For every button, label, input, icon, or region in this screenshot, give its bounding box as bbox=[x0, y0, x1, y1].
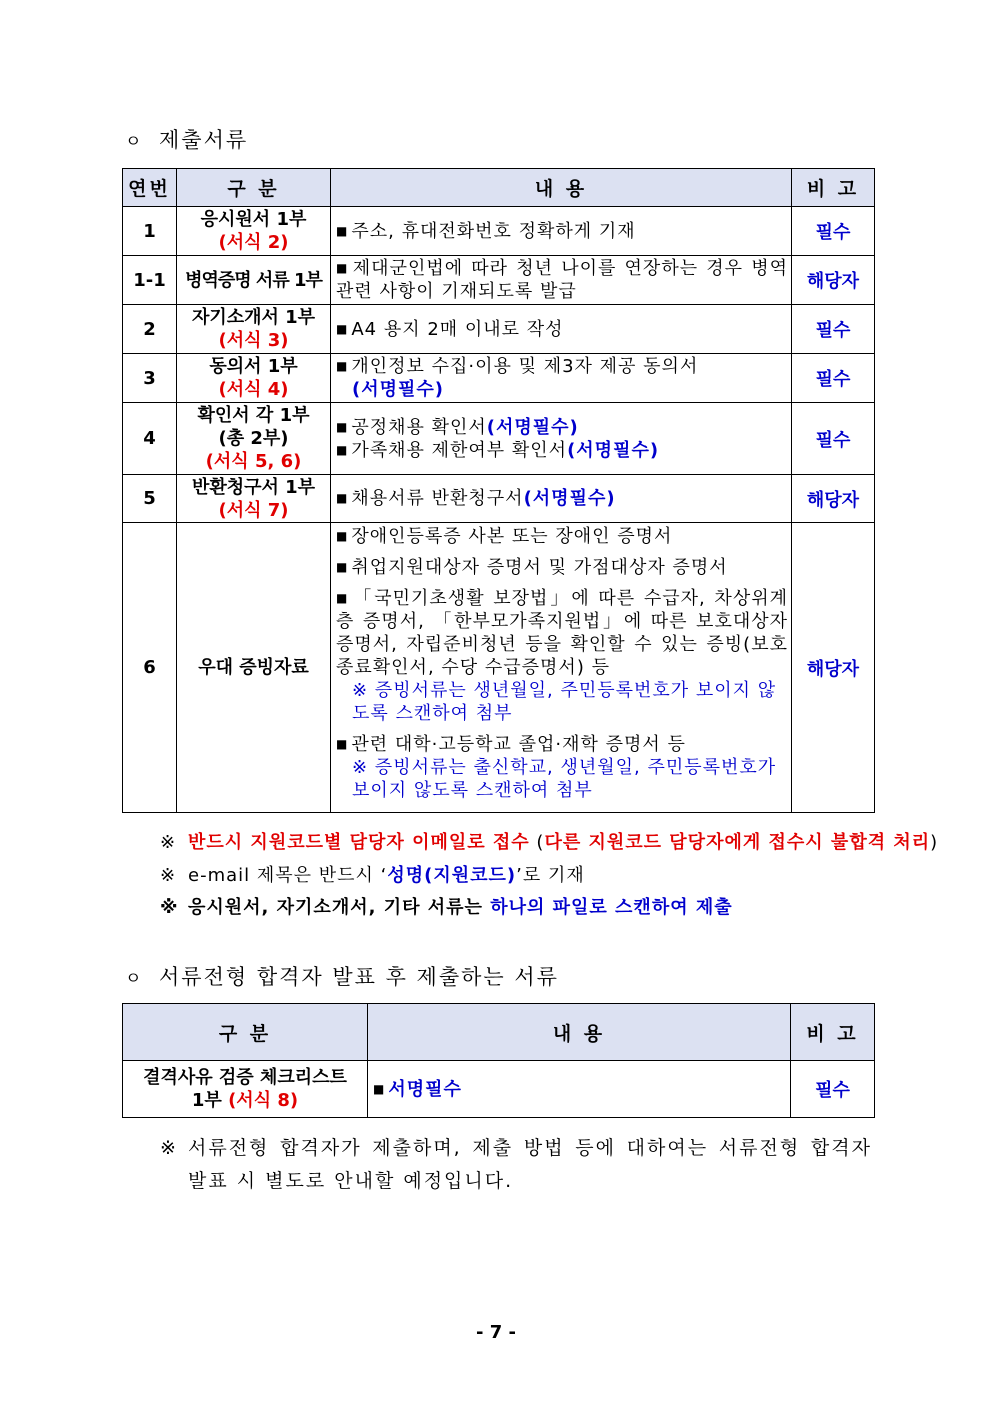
square-bullet-icon: ■ bbox=[373, 1081, 386, 1096]
content-text: 장애인등록증 사본 또는 장애인 증명서 bbox=[351, 526, 673, 547]
row-category bbox=[177, 207, 331, 256]
content-text: 가족채용 제한여부 확인서 bbox=[351, 439, 568, 461]
content-text: 제대군인법에 따라 청년 나이를 연장하는 경우 병역 관련 사항이 기재되도록 발급 bbox=[336, 258, 788, 302]
row-category bbox=[177, 403, 331, 475]
row-content bbox=[331, 207, 792, 256]
row-content bbox=[331, 256, 792, 305]
row-note: 해당자 bbox=[792, 475, 875, 523]
row-content bbox=[331, 403, 792, 475]
final-notice-text: 서류전형 합격자가 제출하며, 제출 방법 등에 대하여는 서류전형 합격자 발표 시 별도로 안내할 예정입니다. bbox=[188, 1137, 872, 1192]
final-notice bbox=[160, 1132, 872, 1198]
scan-notice: ※ 증빙서류는 출신학교, 생년월일, 주민등록번호가 보이지 않도록 스캔하여 첨부 bbox=[352, 757, 777, 801]
signature-required: (서명필수) bbox=[352, 379, 445, 400]
table-row bbox=[123, 523, 875, 813]
page-number: - 7 - bbox=[476, 1322, 516, 1343]
category-label: 반환청구서 1부 bbox=[191, 476, 316, 498]
table-row bbox=[123, 403, 875, 475]
content-text: 채용서류 반환청구서 bbox=[351, 488, 524, 509]
square-bullet-icon: ■ bbox=[336, 261, 350, 275]
table-header-row bbox=[123, 1004, 875, 1061]
category-label: 자기소개서 1부 bbox=[191, 307, 316, 328]
table-row bbox=[123, 354, 875, 403]
notice-emphasis: 하나의 파일로 스캔하여 제출 bbox=[490, 897, 733, 918]
header-content: 내 용 bbox=[368, 1004, 791, 1061]
signature-required: 서명필수 bbox=[388, 1078, 462, 1100]
row-number: 3 bbox=[123, 354, 177, 403]
section-heading-submission bbox=[125, 124, 248, 154]
section-heading-after-screening bbox=[125, 961, 559, 991]
square-bullet-icon: ■ bbox=[336, 419, 349, 434]
notice-line bbox=[160, 861, 585, 887]
notice-emphasis: 다른 지원코드 담당자에게 접수시 불합격 처리 bbox=[544, 832, 931, 853]
reference-mark-icon: ※ bbox=[160, 865, 177, 886]
notice-emphasis: 반드시 지원코드별 담당자 이메일로 접수 bbox=[188, 832, 530, 853]
notice-paren: ) bbox=[930, 832, 939, 853]
form-reference: (서식 4) bbox=[218, 379, 289, 400]
section-title: 제출서류 bbox=[159, 128, 249, 152]
content-text: A4 용지 2매 이내로 작성 bbox=[351, 318, 564, 340]
row-category bbox=[177, 475, 331, 523]
notice-text: ’로 기재 bbox=[516, 865, 585, 886]
form-reference: (서식 2) bbox=[218, 232, 289, 253]
square-bullet-icon: ■ bbox=[336, 591, 351, 605]
reference-mark-icon: ※ bbox=[160, 832, 177, 853]
category-label: 동의서 1부 bbox=[209, 356, 298, 377]
row-content bbox=[331, 523, 792, 813]
row-category bbox=[177, 354, 331, 403]
header-content: 내 용 bbox=[331, 169, 792, 207]
notice-line bbox=[160, 828, 938, 854]
row-note: 필수 bbox=[792, 207, 875, 256]
content-text: 관련 대학·고등학교 졸업·재학 증명서 등 bbox=[351, 734, 686, 755]
row-number: 1 bbox=[123, 207, 177, 256]
row-number: 2 bbox=[123, 305, 177, 354]
notice-paren: ( bbox=[536, 832, 545, 853]
row-note: 해당자 bbox=[792, 256, 875, 305]
row-note: 필수 bbox=[792, 403, 875, 475]
square-bullet-icon: ■ bbox=[336, 737, 349, 751]
circle-bullet-icon: ㅇ bbox=[125, 969, 144, 989]
row-number: 4 bbox=[123, 403, 177, 475]
row-note: 필수 bbox=[792, 305, 875, 354]
square-bullet-icon: ■ bbox=[336, 223, 349, 238]
form-reference: (서식 7) bbox=[218, 499, 289, 521]
post-screening-table bbox=[122, 1003, 875, 1118]
row-category bbox=[177, 305, 331, 354]
row-content bbox=[331, 354, 792, 403]
row-category bbox=[123, 1061, 368, 1118]
content-text: 주소, 휴대전화번호 정확하게 기재 bbox=[351, 220, 636, 242]
content-text: 개인정보 수집·이용 및 제3자 제공 동의서 bbox=[351, 356, 699, 377]
notice-emphasis: 성명(지원코드) bbox=[387, 865, 517, 886]
header-note: 비 고 bbox=[792, 169, 875, 207]
square-bullet-icon: ■ bbox=[336, 529, 349, 543]
notice-text: 응시원서, 자기소개서, 기타 서류는 bbox=[188, 897, 491, 918]
square-bullet-icon: ■ bbox=[336, 321, 349, 336]
section-title: 서류전형 합격자 발표 후 제출하는 서류 bbox=[159, 965, 559, 989]
row-category: 병역증명 서류 1부 bbox=[177, 256, 331, 305]
category-label: 확인서 각 1부 bbox=[197, 405, 310, 426]
content-text: 취업지원대상자 증명서 및 가점대상자 증명서 bbox=[351, 557, 728, 578]
form-reference: (서식 5, 6) bbox=[205, 451, 302, 472]
row-note: 필수 bbox=[791, 1061, 875, 1118]
notice-line bbox=[160, 893, 733, 919]
form-reference: (서식 8) bbox=[228, 1090, 299, 1111]
form-reference: (서식 3) bbox=[218, 330, 289, 351]
header-no: 연번 bbox=[123, 169, 177, 207]
signature-required: (서명필수) bbox=[567, 439, 660, 461]
table-row bbox=[123, 256, 875, 305]
row-note: 해당자 bbox=[792, 523, 875, 813]
row-category: 우대 증빙자료 bbox=[177, 523, 331, 813]
header-category: 구 분 bbox=[177, 169, 331, 207]
category-label: 응시원서 1부 bbox=[200, 209, 307, 230]
table-row bbox=[123, 475, 875, 523]
square-bullet-icon: ■ bbox=[336, 442, 349, 457]
row-number: 5 bbox=[123, 475, 177, 523]
table-row bbox=[123, 1061, 875, 1118]
square-bullet-icon: ■ bbox=[336, 359, 349, 373]
row-note: 필수 bbox=[792, 354, 875, 403]
circle-bullet-icon: ㅇ bbox=[125, 132, 144, 152]
row-number: 6 bbox=[123, 523, 177, 813]
table-header-row bbox=[123, 169, 875, 207]
category-count: 1부 bbox=[191, 1090, 222, 1111]
scan-notice: ※ 증빙서류는 생년월일, 주민등록번호가 보이지 않도록 스캔하여 첨부 bbox=[352, 680, 777, 724]
submission-table bbox=[122, 168, 875, 813]
table-row bbox=[123, 305, 875, 354]
square-bullet-icon: ■ bbox=[336, 560, 349, 574]
category-count: (총 2부) bbox=[218, 428, 289, 449]
row-content bbox=[331, 305, 792, 354]
signature-required: (서명필수) bbox=[523, 488, 616, 509]
content-text: 「국민기초생활 보장법」에 따른 수급자, 차상위계층 증명서, 「한부모가족지원법」에 따른 보호대상자 증명서, 자립준비청년 등을 확인할 수 있는 증빙(보호종료확인서, 수당 수급증명서) 등 bbox=[336, 588, 788, 678]
reference-mark-icon: ※ bbox=[160, 1137, 178, 1159]
header-note: 비 고 bbox=[791, 1004, 875, 1061]
row-number: 1-1 bbox=[123, 256, 177, 305]
reference-mark-icon: ※ bbox=[160, 897, 179, 918]
square-bullet-icon: ■ bbox=[336, 491, 349, 505]
signature-required: (서명필수) bbox=[486, 416, 579, 438]
category-label: 결격사유 검증 체크리스트 bbox=[143, 1067, 347, 1088]
notice-text: e-mail 제목은 반드시 ‘ bbox=[188, 865, 388, 886]
row-content bbox=[368, 1061, 791, 1118]
table-row bbox=[123, 207, 875, 256]
header-category: 구 분 bbox=[123, 1004, 368, 1061]
content-text: 공정채용 확인서 bbox=[351, 416, 487, 438]
row-content bbox=[331, 475, 792, 523]
